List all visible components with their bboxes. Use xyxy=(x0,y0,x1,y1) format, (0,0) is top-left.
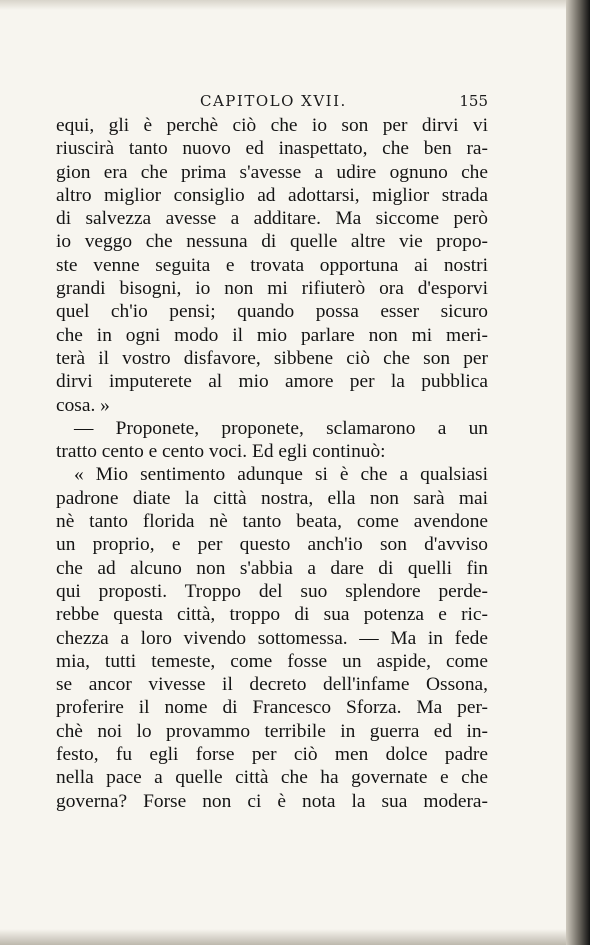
text-line: qui proposti. Troppo del suo splendore perde- xyxy=(56,580,488,602)
text-line: che ad alcuno non s'abbia a dare di quelli fin xyxy=(56,557,488,579)
text-line: altro miglior consiglio ad adottarsi, miglior strada xyxy=(56,184,488,206)
text-line: quel ch'io pensi; quando possa esser sicuro xyxy=(56,301,488,323)
text-line: un proprio, e per questo anch'io son d'avviso xyxy=(56,534,488,556)
text-line: gion era che prima s'avesse a udire ognuno che xyxy=(56,161,488,183)
text-line: tratto cento e cento voci. Ed egli continuò: xyxy=(56,441,386,463)
text-line: governa? Forse non ci è nota la sua modera- xyxy=(56,790,488,812)
text-line: — Proponete, proponete, sclamarono a un xyxy=(74,417,488,439)
text-line: nella pace a quelle città che ha governate e che xyxy=(56,767,488,789)
text-line: riuscirà tanto nuovo ed inaspettato, che ben ra- xyxy=(56,138,488,160)
text-line: ste venne seguita e trovata opportuna ai nostri xyxy=(56,254,488,276)
page-top-edge xyxy=(0,0,572,10)
text-line: che in ogni modo il mio parlare non mi meri- xyxy=(56,324,488,346)
body-text xyxy=(56,114,488,813)
page-bottom-edge xyxy=(0,929,572,945)
text-line: chè noi lo provammo terribile in guerra ed in- xyxy=(56,720,488,742)
text-line: proferire il nome di Francesco Sforza. Ma per- xyxy=(56,697,488,719)
text-line: « Mio sentimento adunque si è che a qualsiasi xyxy=(74,464,488,486)
text-line: dirvi imputerete al mio amore per la pubblica xyxy=(56,371,488,393)
text-line: festo, fu egli forse per ciò men dolce padre xyxy=(56,744,488,766)
text-line: grandi bisogni, io non mi rifiuterò ora d'esporvi xyxy=(56,278,488,300)
text-line: io veggo che nessuna di quelle altre vie propo- xyxy=(56,231,488,253)
text-line: terà il vostro disfavore, sibbene ciò che son per xyxy=(56,347,488,369)
text-line: padrone diate la città nostra, ella non sarà mai xyxy=(56,487,488,509)
page-header xyxy=(56,92,488,114)
binding-shadow xyxy=(566,0,590,945)
text-line: rebbe questa città, troppo di sua potenza e ric- xyxy=(56,604,488,626)
text-line: nè tanto florida nè tanto beata, come avendone xyxy=(56,511,488,533)
running-title: CAPITOLO XVII. xyxy=(200,92,347,110)
text-line: cosa. » xyxy=(56,394,110,416)
text-line: chezza a loro vivendo sottomessa. — Ma in fede xyxy=(56,627,488,649)
text-line: di salvezza avesse a additare. Ma siccome però xyxy=(56,208,488,230)
text-line: se ancor vivesse il decreto dell'infame Ossona, xyxy=(56,674,488,696)
page-number: 155 xyxy=(459,92,488,110)
text-line: equi, gli è perchè ciò che io son per dirvi vi xyxy=(56,115,488,136)
text-line: mia, tutti temeste, come fosse un aspide, come xyxy=(56,650,488,672)
